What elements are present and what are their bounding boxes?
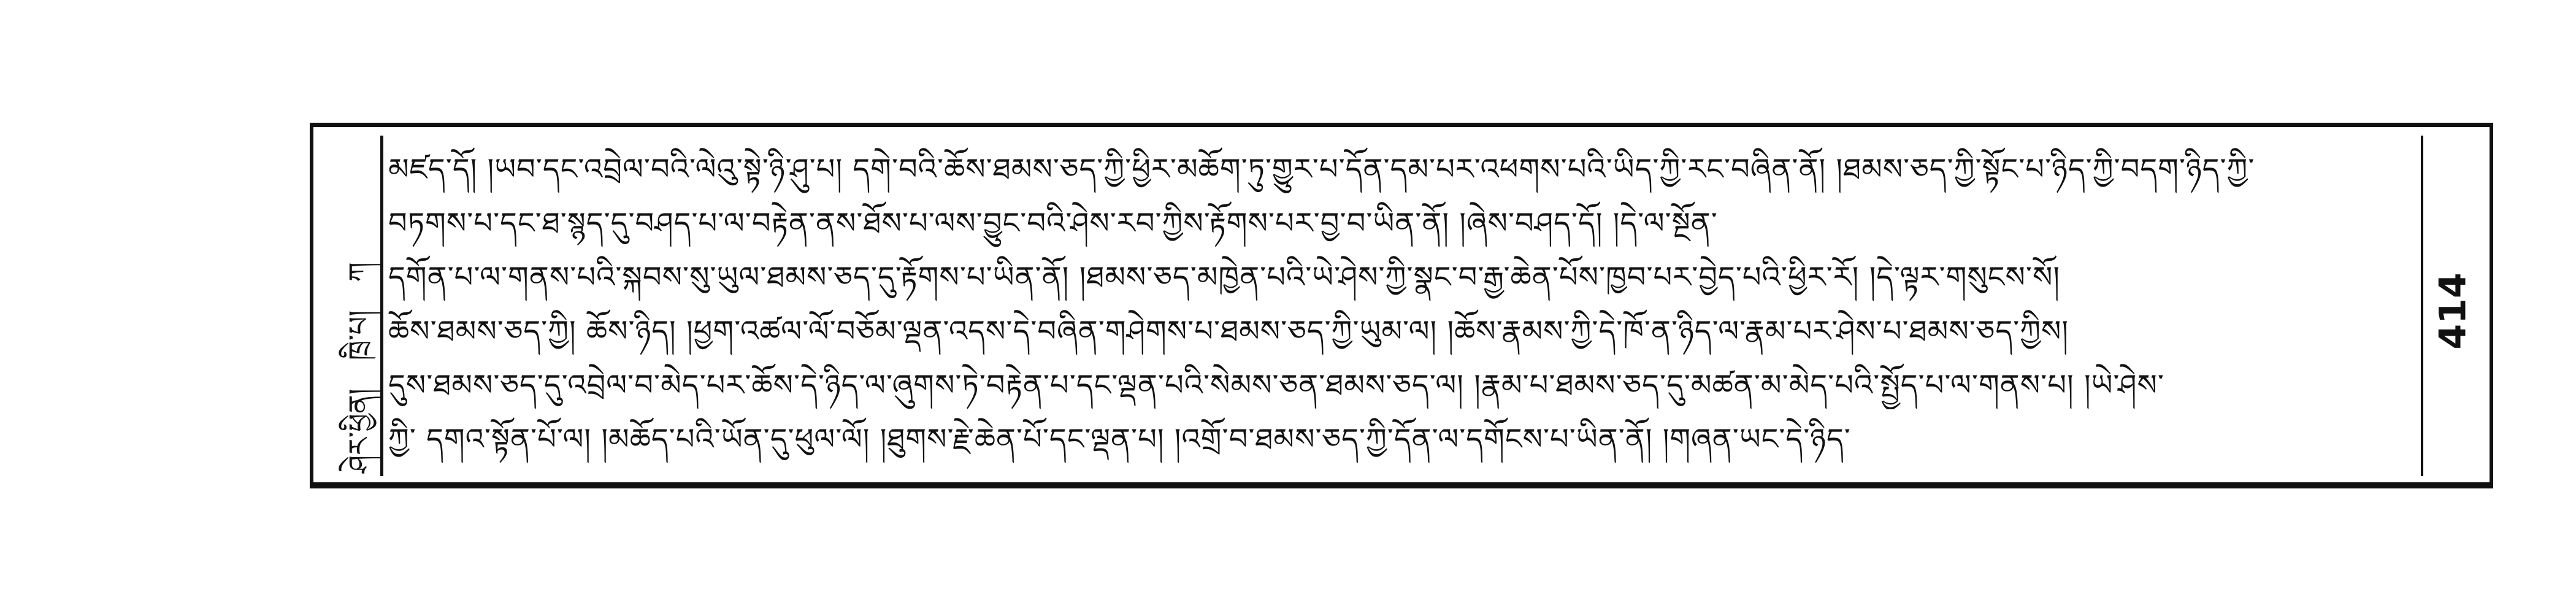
page-frame — [310, 123, 2493, 488]
text-line-5: དུས་ཐམས་ཅད་དུ་འབྲེལ་བ་མེད་པར་ཆོས་དེ་ཉིད་ལ་ཞུགས་ཏེ་བརྟེན་པ་དང་ལྡན་པའི་སེམས་ཅན་ཐམས་ཅད་ལ། །རྣམ་པ་ཐམས་ཅད་དུ་མཚན་མ་མེད་པའི་སྤྱོད་པ་ལ་གནས་པ། །ཡེ་ཤེས་ — [388, 368, 2164, 403]
margin-label — [334, 154, 383, 473]
body-text — [388, 145, 2412, 477]
margin-label-section: ཀ — [342, 262, 375, 282]
margin-label-volume: ཁྲི་པ། — [342, 310, 375, 361]
page-number: 414 — [2432, 272, 2475, 350]
text-line-2: བཏགས་པ་དང་ཐ་སྙད་དུ་བཤད་པ་ལ་བརྟེན་ནས་ཐོས་པ་ལས་བྱུང་བའི་ཤེས་རབ་ཀྱིས་རྟོགས་པར་བྱ་བ་ཡིན་ནོ། །ཞེས་བཤད་དོ། །དེ་ལ་སྔོན་ — [388, 206, 1718, 241]
text-line-3: དགོན་པ་ལ་གནས་པའི་སྐབས་སུ་ཡུལ་ཐམས་ཅད་དུ་རྟོགས་པ་ཡིན་ནོ། །ཐམས་ཅད་མཁྱེན་པའི་ཡེ་ཤེས་ཀྱི་སྣང་བ་རྒྱ་ཆེན་པོས་ཁྱབ་པར་བྱེད་པའི་ཕྱིར་རོ། །དེ་ལྟར་གསུངས་སོ། — [388, 260, 2061, 295]
margin-label-title: ཤེར་ཕྱིན། — [342, 388, 375, 473]
text-line-6: ཀྱི་ དགའ་སྟོན་པོ་ལ། །མཆོད་པའི་ཡོན་དུ་ཕུལ་ལོ། །ཐུགས་རྗེ་ཆེན་པོ་དང་ལྡན་པ། །འགྲོ་བ་ཐམས་ཅད་ཀྱི་དོན་ལ་དགོངས་པ་ཡིན་ནོ། །གཞན་ཡང་དེ་ཉིད་ — [388, 422, 1851, 457]
left-margin-panel — [322, 136, 383, 476]
text-line-4: ཆོས་ཐམས་ཅད་ཀྱི། ཆོས་ཉིད། །ཕྱག་འཚལ་ལོ་བཅོམ་ལྡན་འདས་དེ་བཞིན་གཤེགས་པ་ཐམས་ཅད་ཀྱི་ཡུམ་ལ། །ཆོས་རྣམས་ཀྱི་དེ་ཁོ་ན་ཉིད་ལ་རྣམ་པར་ཤེས་པ་ཐམས་ཅད་ཀྱིས། — [388, 314, 2069, 349]
text-line-1: མཛད་དོ། །ཡབ་དང་འབྲེལ་བའི་ལེའུ་སྟེ་ཉི་ཤུ་པ། དགེ་བའི་ཆོས་ཐམས་ཅད་ཀྱི་ཕྱིར་མཆོག་ཏུ་གྱུར་པ་དོན་དམ་པར་འཕགས་པའི་ཡིད་ཀྱི་རང་བཞིན་ནོ། །ཐམས་ཅད་ཀྱི་སྟོང་པ་ཉིད་ཀྱི་བདག་ཉིད་ཀྱི་ — [388, 152, 2255, 187]
page-number-box — [2426, 237, 2481, 385]
right-margin-rule — [2421, 136, 2423, 476]
